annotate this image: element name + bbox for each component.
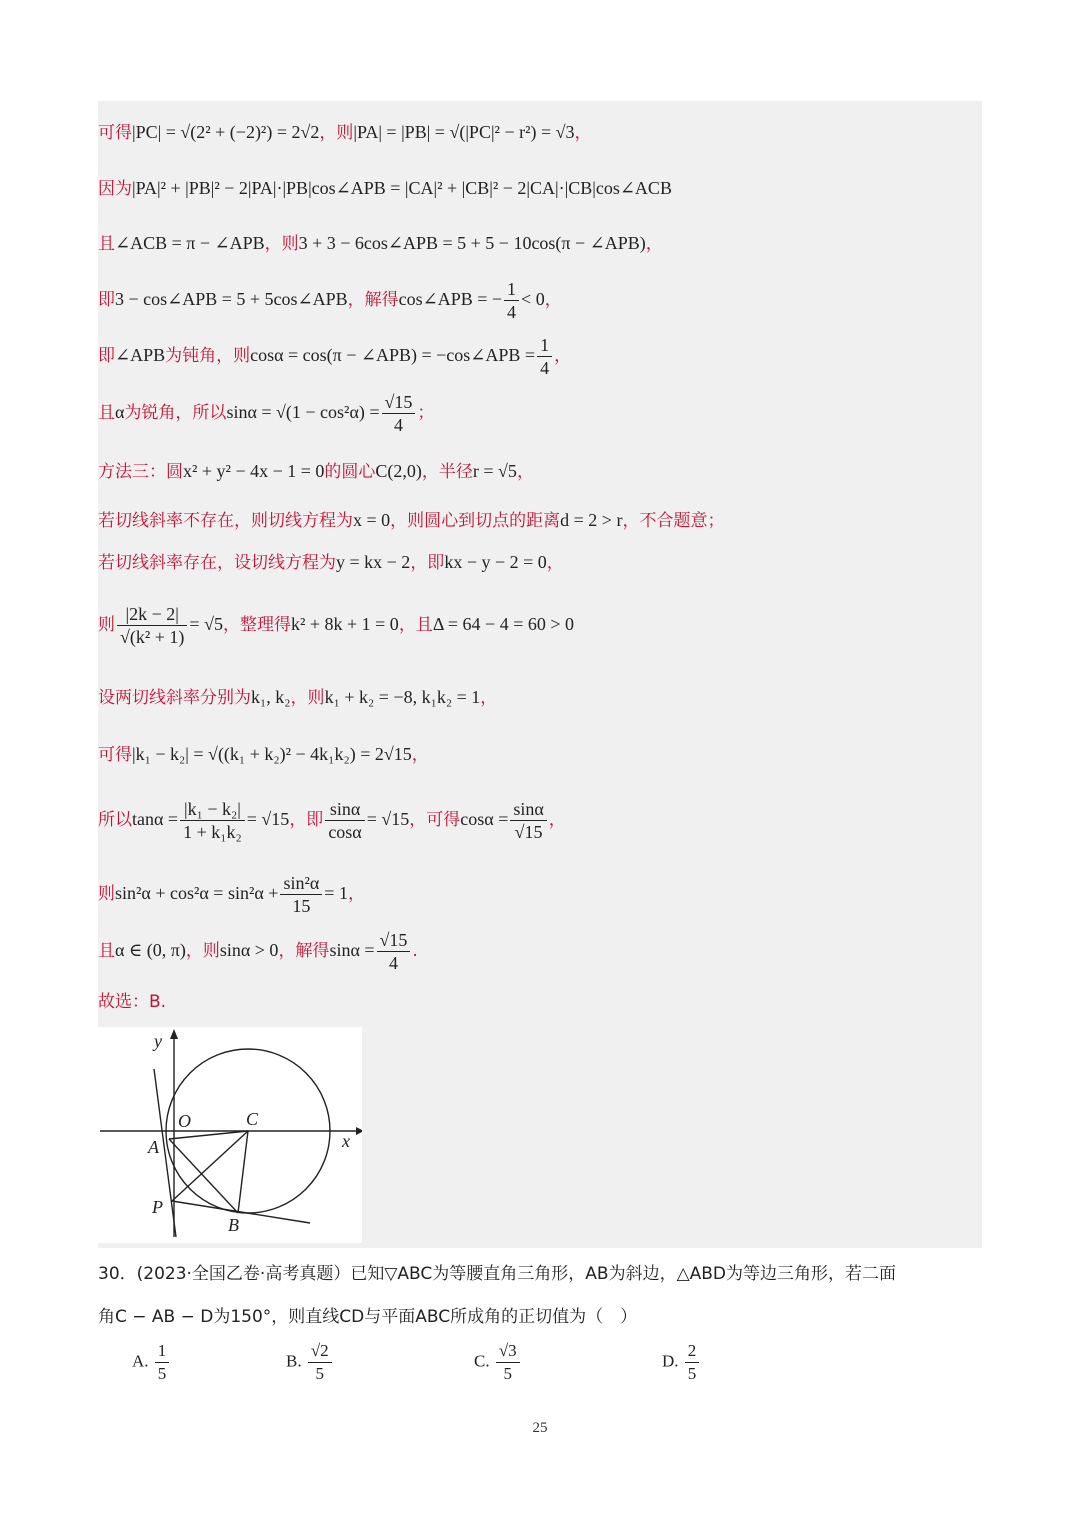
solution-line-1: 可得|PC| = √(2² + (−2)²) = 2√2，则|PA| = |PB| = √(|PC|² − r²) = √3， [98,122,592,143]
option-a[interactable]: A. $\frac{1}{5}$ [132,1340,171,1385]
fraction: $\frac{√15}{4}$ [377,929,411,974]
option-d[interactable]: D. $\frac{2}{5}$ [662,1340,701,1385]
segment-ac [169,1131,248,1139]
page-number: 25 [532,1420,548,1436]
solution-line-15: 且α ∈ (0, π)，则sinα > 0，解得sinα = $\frac{√15}{4}$ . [98,930,418,973]
label-o: O [178,1111,191,1131]
question-30-line-1: 30．(2023·全国乙卷·高考真题）已知▽ABC为等腰直角三角形，AB为斜边，△ABD为等边三角形，若二面 [98,1264,897,1284]
circle-tangent-diagram [98,1027,362,1243]
x-axis-arrow-icon [356,1127,362,1135]
solution-line-5: 即∠APB为钝角，则cosα = cos(π − ∠APB) = −cos∠APB = $\frac{1}{4}$ ， [98,335,572,378]
solution-line-9: 若切线斜率存在，设切线方程为y = kx − 2，即kx − y − 2 = 0， [98,552,564,573]
segment-cb [238,1131,248,1213]
solution-line-2: 因为|PA|² + |PB|² − 2|PA|·|PB|cos∠APB = |CA|² + |CB|² − 2|CA|·|CB|cos∠ACB [98,178,672,199]
tangent-line-2 [172,1201,310,1223]
solution-line-12: 可得|k₁ − k₂| = √((k₁ + k₂)² − 4k₁k₂) = 2√15， [98,744,429,765]
label-p: P [152,1197,163,1217]
fraction: $\frac{1}{4}$ [504,278,519,323]
fraction: $\frac{1}{4}$ [537,334,552,379]
label-a: A [148,1137,159,1157]
y-axis-arrow-icon [170,1029,178,1039]
fraction: $\frac{|2k - 2|}{\text{√(k² + 1)}}$ [117,603,187,648]
solution-line-16: 故选：B. [98,992,167,1012]
solution-line-13: 所以tanα = $\frac{\text{|k₁ − k₂|}}{\text{1 + k₁k₂}}$ = √15，即 $\frac{\sin\alpha}{\cos\alpha}$ = √15，可得cosα = $\frac{\sin\alpha}{√15}$ ， [98,799,566,842]
label-b: B [228,1215,239,1235]
solution-line-4: 即3 − cos∠APB = 5 + 5cos∠APB，解得cos∠APB = − $\frac{1}{4}$ < 0， [98,279,562,322]
fraction: $\frac{\text{sin²α}}{15}$ [280,872,322,917]
fraction: $\frac{√2}{5}$ [308,1340,332,1385]
label-c: C [246,1109,259,1129]
option-b[interactable]: B. $\frac{√2}{5}$ [286,1340,334,1385]
fraction: $\frac{√15}{4}$ [382,391,416,436]
fraction: $\frac{√3}{5}$ [496,1340,520,1385]
fraction: $\frac{\text{|k₁ − k₂|}}{\text{1 + k₁k₂}}$ [180,798,245,843]
option-c[interactable]: C. $\frac{√3}{5}$ [474,1340,522,1385]
fraction: $\frac{1}{5}$ [155,1340,170,1385]
solution-line-7: 方法三：圆x² + y² − 4x − 1 = 0的圆心C(2,0)，半径r = √5， [98,461,534,482]
solution-line-3: 且∠ACB = π − ∠APB，则3 + 3 − 6cos∠APB = 5 + 5 − 10cos(π − ∠APB)， [98,233,663,254]
solution-line-11: 设两切线斜率分别为k₁, k₂，则k₁ + k₂ = −8, k₁k₂ = 1， [98,687,498,708]
fraction: $\frac{\sin\alpha}{\cos\alpha}$ [325,798,364,843]
question-30-line-2: 角C − AB − D为150°，则直线CD与平面ABC所成角的正切值为（ ） [98,1307,638,1327]
solution-line-14: 则sin²α + cos²α = sin²α + $\frac{\text{sin²α}}{15}$ = 1， [98,873,365,916]
segment-pc [172,1131,248,1201]
fraction: $\frac{2}{5}$ [685,1340,700,1385]
geometry-figure [98,1027,362,1243]
solution-line-6: 且α为锐角，所以sinα = √(1 − cos²α) = $\frac{√15}{4}$ ； [98,392,435,435]
label-y: y [154,1031,162,1051]
label-x: x [342,1131,350,1151]
solution-line-10: 则 $\frac{|2k - 2|}{\text{√(k² + 1)}}$ = √5，整理得k² + 8k + 1 = 0，且Δ = 64 − 4 = 60 > 0 [98,604,574,647]
solution-line-8: 若切线斜率不存在，则切线方程为x = 0，则圆心到切点的距离d = 2 > r，不合题意； [98,510,725,531]
fraction: $\frac{\sin\alpha}{√15}$ [510,798,546,843]
